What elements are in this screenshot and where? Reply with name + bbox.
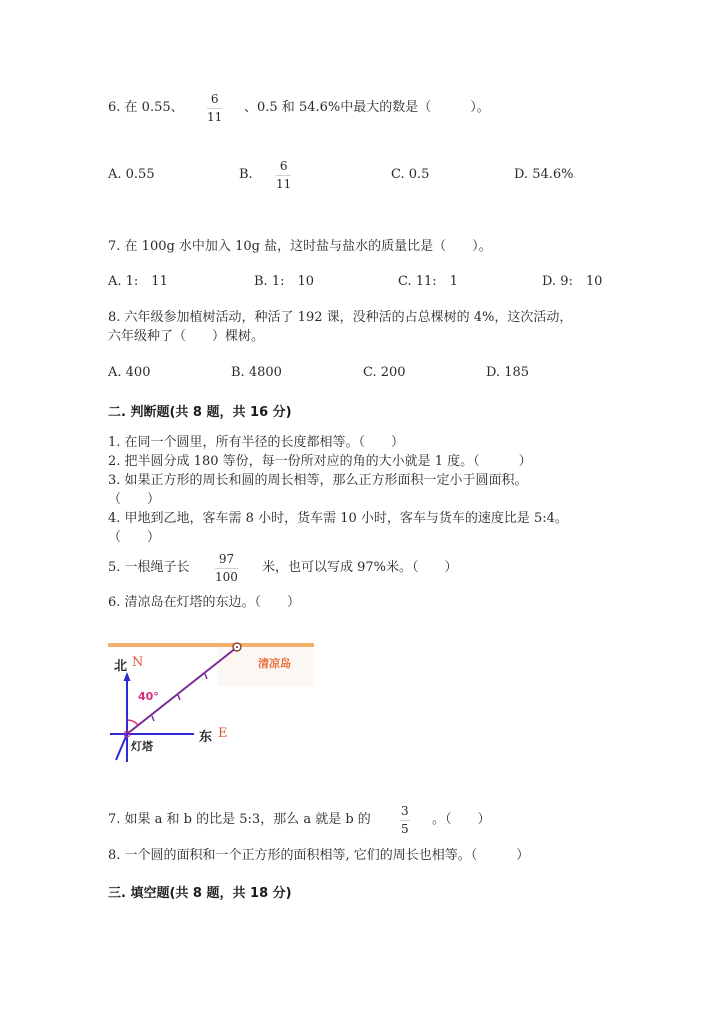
q6-fraction <box>207 92 222 125</box>
tf-q5-prefix: 5. 一根绳子长 <box>108 560 190 575</box>
q7-question: 7. 在 100g 水中加入 10g 盐，这时盐与盐水的质量比是（ ）。 <box>108 239 492 254</box>
q6-suffix: 、0.5 和 54.6%中最大的数是（ ）。 <box>244 100 490 115</box>
tf-q5-suffix: 米，也可以写成 97%米。（ ） <box>262 560 458 575</box>
q6-option-c[interactable]: C. 0.5 <box>391 167 430 182</box>
q8-question-line1: 8. 六年级参加植树活动，种活了 192 课，没种活的占总棵树的 4%，这次活动， <box>108 310 573 325</box>
tf-q7-fraction <box>400 804 410 837</box>
lighthouse-label: 灯塔 <box>131 740 153 753</box>
q8-option-b[interactable]: B. 4800 <box>231 365 282 380</box>
q8-option-c[interactable]: C. 200 <box>363 365 406 380</box>
east-label-cn: 东 <box>199 730 213 745</box>
q6-option-b-label[interactable]: B. <box>239 167 253 182</box>
section-two-header: 二. 判断题(共 8 题，共 16 分) <box>108 405 292 420</box>
q7-option-c[interactable]: C. 11: 1 <box>398 274 458 289</box>
fraction-numerator: 97 <box>218 552 235 566</box>
angle-label: 40° <box>138 690 159 703</box>
fraction-denominator: 100 <box>215 570 238 584</box>
fraction-numerator: 6 <box>279 159 288 173</box>
q8-option-d[interactable]: D. 185 <box>486 365 530 380</box>
fraction-denominator: 5 <box>401 822 409 836</box>
tf-q1: 1. 在同一个圆里，所有半径的长度都相等。（ ） <box>108 435 405 450</box>
q7-option-b[interactable]: B. 1: 10 <box>254 274 315 289</box>
q8-option-a[interactable]: A. 400 <box>108 365 151 380</box>
tf-q7-suffix: 。（ ） <box>432 812 491 827</box>
q6-fraction-denominator: 11 <box>207 110 223 124</box>
tf-q4-answer-blank[interactable]: （ ） <box>108 530 161 545</box>
q7-option-d[interactable]: D. 9: 10 <box>542 274 603 289</box>
east-label-en: E <box>218 726 228 741</box>
q6-option-a[interactable]: A. 0.55 <box>108 167 155 182</box>
tf-q3-answer-blank[interactable]: （ ） <box>108 492 161 507</box>
q8-question-line2: 六年级种了（ ）棵树。 <box>108 329 265 344</box>
q7-option-a[interactable]: A. 1: 11 <box>108 274 168 289</box>
fraction-numerator: 3 <box>401 804 409 818</box>
section-three-header: 三. 填空题(共 8 题，共 18 分) <box>108 886 292 901</box>
tf-q5-fraction <box>215 552 238 585</box>
tf-q8: 8. 一个圆的面积和一个正方形的面积相等, 它们的周长也相等。（ ） <box>108 848 530 863</box>
island-label: 清凉岛 <box>258 657 291 670</box>
q6-option-d[interactable]: D. 54.6% <box>514 167 574 182</box>
lighthouse-island-diagram <box>108 638 314 764</box>
shoreline <box>108 643 314 647</box>
tf-q4-line1: 4. 甲地到乙地，客车需 8 小时，货车需 10 小时，客车与货车的速度比是 5:4。 <box>108 511 568 526</box>
north-label-en: N <box>132 655 144 670</box>
tf-q6: 6. 清凉岛在灯塔的东边。（ ） <box>108 595 301 610</box>
tf-q3-line1: 3. 如果正方形的周长和圆的周长相等，那么正方形面积一定小于圆面积。 <box>108 473 528 488</box>
q6-fraction-numerator: 6 <box>210 92 219 106</box>
tf-q7-prefix: 7. 如果 a 和 b 的比是 5:3，那么 a 就是 b 的 <box>108 812 371 827</box>
tf-q2: 2. 把半圆分成 180 等份，每一份所对应的角的大小就是 1 度。（ ） <box>108 454 532 469</box>
q6-prefix: 6. 在 0.55、 <box>108 100 184 115</box>
north-label-cn: 北 <box>114 659 128 674</box>
fraction-denominator: 11 <box>276 177 292 191</box>
q6-option-b-fraction[interactable] <box>276 159 291 192</box>
